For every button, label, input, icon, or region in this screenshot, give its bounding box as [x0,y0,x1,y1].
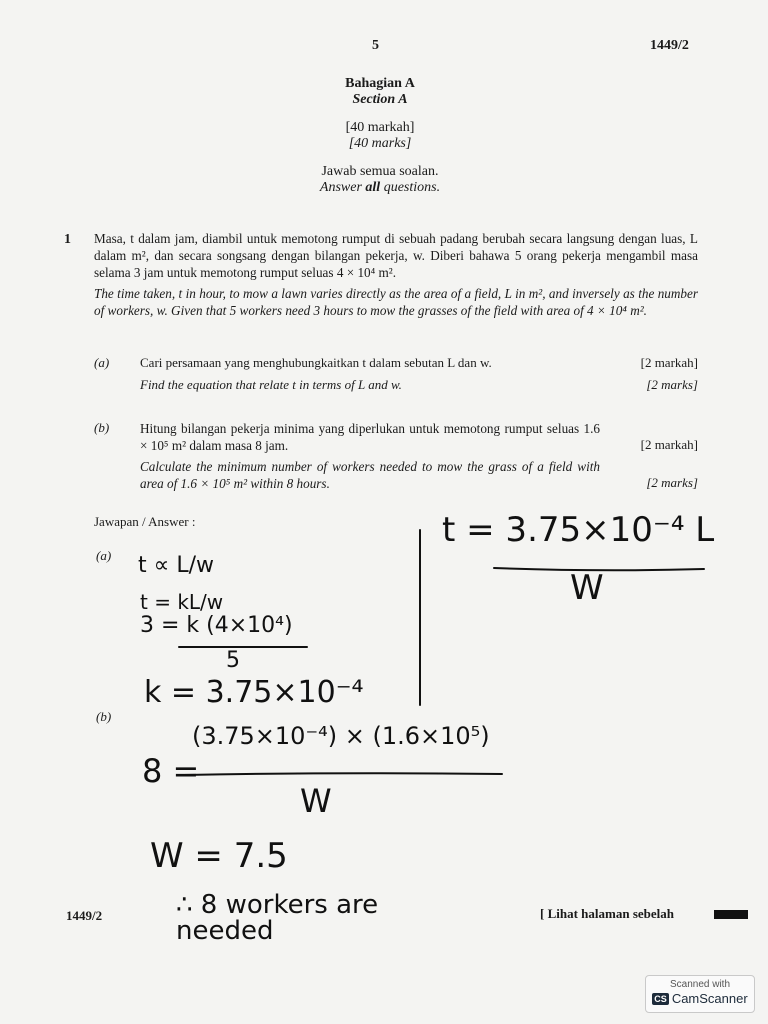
part-a-marks-en: [2 marks] [646,377,698,392]
question-text-ms: Masa, t dalam jam, diambil untuk memotong rumput di sebuah padang berubah secara langsung dengan luas, L dalam m², dan secara songsang dengan bilangan pekerja, w. Diberi bahawa 5 orang pekerja mengambil masa selama 3 jam untuk memotong rumput seluas 4 × 10⁴ m². [94,231,698,280]
hand-b-line1-den: W [300,782,332,820]
instruction-ms: Jawab semua soalan. [321,164,439,179]
question-text-en: The time taken, t in hour, to mow a lawn varies directly as the area of a field, L in m², and inversely as the number of workers, w. Given that 5 workers need 3 hours to mow the grasses of the field with area of 4 × 10⁴ m². [94,286,698,318]
hand-b-line3: ∴ 8 workers are needed [176,890,379,946]
paper-code-footer: 1449/2 [66,908,103,923]
section-marks-en: [40 marks] [348,136,412,151]
answer-heading: Jawapan / Answer : [94,514,196,529]
part-b-marks-en: [2 marks] [646,475,698,490]
hand-a-result-den: W [570,568,604,608]
page-number: 5 [372,38,379,53]
next-page-note: [ Lihat halaman sebelah [540,906,674,921]
hand-b-line1-left: 8 = [142,752,200,790]
section-title-ms: Bahagian A [345,76,415,91]
part-a-marks-ms: [2 markah] [640,355,698,370]
part-a-text-en: Find the equation that relate t in terms of L and w. [140,377,402,392]
camscanner-caption: Scanned with [669,979,731,990]
hand-a-line4: k = 3.75×10⁻⁴ [144,675,364,710]
hand-b-line1-num: (3.75×10⁻⁴) × (1.6×10⁵) [192,722,490,750]
part-b-label: (b) [94,420,110,435]
answer-label-b: (b) [96,709,112,724]
hand-a-line2: t = kL/w [140,590,224,614]
camscanner-brand-row [646,991,754,1006]
hand-a-line1: t ∝ L/w [138,553,214,578]
hand-b-fraction-bar [180,768,510,782]
instruction-en: Answer all questions. [319,180,441,195]
camscanner-brand: CamScanner [671,991,748,1006]
part-b-text-ms: Hitung bilangan pekerja minima yang diperlukan untuk memotong rumput seluas 1.6 × 10⁵ m² dalam masa 8 jam. [140,421,600,453]
hand-a-line3-den: 5 [226,648,240,673]
handwritten-divider [410,525,430,710]
section-marks-ms: [40 markah] [345,120,415,135]
section-heading [240,76,520,196]
answer-label-a: (a) [96,548,112,563]
part-b-marks-ms: [2 markah] [640,437,698,452]
part-a-label: (a) [94,355,110,370]
hand-a-line3-num: 3 = k (4×10⁴) [140,613,293,638]
hand-a-fraction-bar [175,642,315,652]
footer-black-bar [714,910,748,919]
camscanner-badge [645,975,755,1013]
part-a-text-ms: Cari persamaan yang menghubungkaitkan t dalam sebutan L dan w. [140,355,492,370]
hand-b-line2: W = 7.5 [150,836,288,876]
section-title-en: Section A [352,92,408,107]
paper-code-header: 1449/2 [650,38,689,53]
hand-a-result-num: t = 3.75×10⁻⁴ L [442,510,715,550]
part-b-text-en: Calculate the minimum number of workers needed to mow the grass of a field with area of 1.6 × 10⁵ m² within 8 hours. [140,459,600,491]
camscanner-logo-icon: CS [654,993,667,1004]
question-number: 1 [64,232,71,247]
